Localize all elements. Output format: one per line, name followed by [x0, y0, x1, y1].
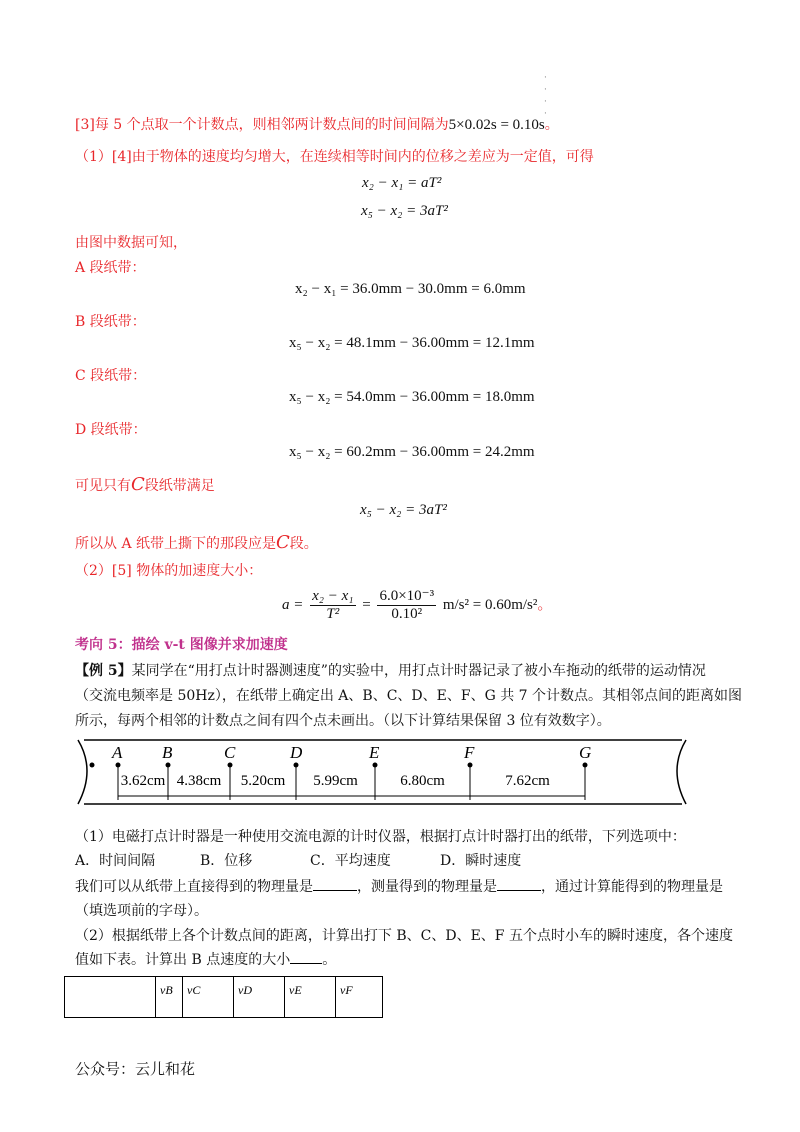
equation-a: x₂ − x₁ = 36.0mm − 30.0mm = 6.0mm: [295, 281, 526, 297]
paper-tape-figure: [70, 738, 710, 808]
solution-line-2: （1）[4]由于物体的速度均匀增大，在连续相等时间内的位移之差应为一定值，可得: [75, 149, 594, 165]
equation-c: x₅ − x₂ = 54.0mm − 36.00mm = 18.0mm: [289, 389, 535, 405]
text: 段纸带满足: [144, 478, 215, 494]
tape-start-dot: [90, 763, 95, 768]
equation-b: x₅ − x₂ = 48.1mm − 36.00mm = 12.1mm: [289, 335, 535, 351]
tape-point-label: C: [224, 743, 236, 762]
fraction-2: [377, 588, 436, 623]
acceleration-equation: [282, 588, 552, 623]
text: 。: [322, 952, 337, 968]
velocity-table: [64, 976, 383, 1018]
distance-label: 5.99cm: [313, 773, 358, 789]
distance-label: 4.38cm: [176, 773, 222, 789]
denominator: T²: [326, 606, 340, 622]
text: 段。: [289, 536, 318, 552]
table-cell-vc: vC: [183, 977, 234, 1018]
equation-d: x₅ − x₂ = 60.2mm − 36.00mm = 24.2mm: [289, 444, 535, 460]
example-line-2: （交流电频率是 50Hz），在纸带上确定出 A、B、C、D、E、F、G 共 7 个计数点。其相邻点间的距离如图: [75, 688, 743, 704]
fraction-1: [310, 588, 355, 623]
example-label: 【例 5】: [75, 663, 132, 679]
solution-line-6: （2）[5] 物体的加速度大小：: [75, 563, 263, 579]
solution-line-3: 由图中数据可知，: [75, 235, 187, 251]
segment-c-label: C 段纸带：: [75, 368, 147, 384]
text: ，通过计算能得到的物理量是: [541, 879, 723, 895]
distance-label: 6.80cm: [400, 773, 445, 789]
question-2-blank: [75, 949, 336, 969]
example-line-3: 所示，每两个相邻的计数点之间有四个点未画出。（以下计算结果保留 3 位有效数字）。: [75, 713, 611, 729]
option-d: D．瞬时速度: [440, 853, 522, 869]
question-1-blanks: [75, 876, 723, 896]
period: 。: [537, 596, 553, 613]
equation-1: x₂ − x₁ = aT²: [362, 175, 442, 191]
table-cell: [65, 977, 156, 1018]
numerator: 6.0×10⁻³: [379, 588, 435, 604]
answer-blank-3[interactable]: [290, 951, 322, 964]
example-line-1: [75, 660, 706, 680]
segment-c-ref: C: [276, 532, 290, 553]
table-cell-vb: vB: [156, 977, 183, 1018]
section-heading: 考向 5：描绘 v-t 图像并求加速度: [75, 637, 288, 653]
solution-text: [3]每 5 个点取一个计数点，则相邻两计数点间的时间间隔为: [75, 117, 449, 133]
option-c: C．平均速度: [310, 853, 391, 869]
numerator: x₂ − x₁: [312, 588, 354, 604]
text: 值如下表。计算出 B 点速度的大小: [75, 952, 291, 968]
distance-label: 7.62cm: [505, 773, 550, 789]
period: 。: [544, 117, 559, 133]
decorative-dots: · · · ·: [544, 73, 547, 119]
answer-blank-2[interactable]: [497, 878, 541, 891]
question-2: （2）根据纸带上各个计数点间的距离，计算出打下 B、C、D、E、F 五个点时小车的瞬时速度，各个速度: [75, 928, 733, 944]
solution-line-4: [75, 474, 215, 495]
segment-b-label: B 段纸带：: [75, 314, 146, 330]
segment-d-label: D 段纸带：: [75, 422, 147, 438]
option-a: A．时间间隔: [75, 853, 156, 869]
footer-text: 公众号：云儿和花: [75, 1060, 196, 1078]
equation-2: x₅ − x₂ = 3aT²: [361, 203, 448, 219]
distance-label: 3.62cm: [120, 773, 166, 789]
tape-point-label: G: [579, 743, 592, 762]
tape-point-label: F: [464, 743, 475, 762]
tape-point-label: B: [162, 743, 173, 762]
question-1-note: （填选项前的字母）。: [75, 903, 208, 919]
question-1: （1）电磁打点计时器是一种使用交流电源的计时仪器，根据打点计时器打出的纸带，下列选项中：: [75, 829, 686, 845]
solution-line-5: [75, 532, 318, 553]
table-row: [65, 977, 383, 1018]
table-cell-vf: vF: [336, 977, 383, 1018]
text: 可见只有: [75, 478, 131, 494]
equation-3: x₅ − x₂ = 3aT²: [360, 502, 447, 518]
option-b: B．位移: [200, 853, 253, 869]
segment-c-ref: C: [131, 474, 145, 495]
segment-a-label: A 段纸带：: [75, 260, 146, 276]
text: 我们可以从纸带上直接得到的物理量是: [75, 879, 313, 895]
tape-point-label: D: [290, 743, 303, 762]
tape-point-label: E: [369, 743, 380, 762]
text: ，测量得到的物理量是: [357, 879, 497, 895]
denominator: 0.10²: [391, 606, 423, 622]
answer-blank-1[interactable]: [313, 878, 357, 891]
table-cell-vd: vD: [234, 977, 285, 1018]
tape-point-label: A: [112, 743, 123, 762]
result: m/s² = 0.60m/s²: [442, 596, 538, 613]
symbol-a: a =: [282, 596, 304, 613]
interval-equation: 5×0.02s = 0.10s: [448, 117, 545, 133]
text: 所以从 A 纸带上撕下的那段应是: [75, 536, 277, 552]
solution-line-1: [75, 114, 559, 134]
equals: =: [362, 596, 371, 613]
table-cell-ve: vE: [285, 977, 336, 1018]
distance-label: 5.20cm: [240, 773, 286, 789]
text: 某同学在“用打点计时器测速度”的实验中，用打点计时器记录了被小车拖动的纸带的运动情况: [131, 663, 706, 679]
